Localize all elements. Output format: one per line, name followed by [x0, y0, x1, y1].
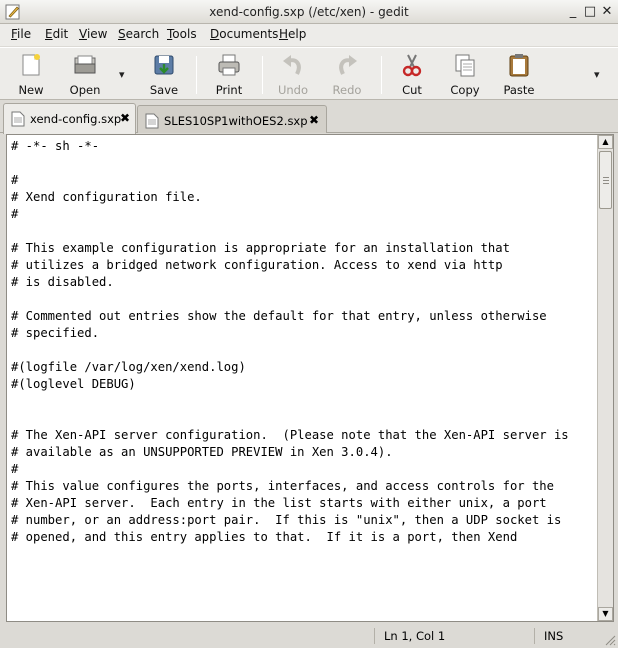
- document-tabs: [0, 101, 618, 133]
- window-title: xend-config.sxp (/etc/xen) - gedit: [209, 5, 409, 19]
- code-line: # specified.: [11, 326, 100, 340]
- tab-close-icon[interactable]: ✖: [309, 113, 320, 127]
- menu-file[interactable]: File: [11, 27, 32, 41]
- toolbar-overflow-icon[interactable]: ▾: [594, 68, 600, 81]
- code-line: #(logfile /var/log/xen/xend.log): [11, 360, 246, 374]
- save-button[interactable]: [145, 52, 183, 98]
- code-line: #: [11, 207, 19, 221]
- new-label: New: [18, 83, 44, 97]
- menu-view[interactable]: View: [79, 27, 108, 41]
- text-editor[interactable]: [10, 138, 594, 620]
- print-label: Print: [215, 83, 243, 97]
- code-line: [11, 155, 594, 172]
- code-line: # The Xen-API server configuration. (Please note that the Xen-API server is: [11, 428, 569, 442]
- new-document-icon: [18, 52, 44, 78]
- save-label: Save: [149, 83, 179, 97]
- status-divider: [534, 628, 535, 644]
- code-line: # -*- sh -*-: [11, 139, 100, 153]
- code-line: # is disabled.: [11, 275, 114, 289]
- undo-label: Undo: [277, 83, 309, 97]
- open-folder-icon: [72, 52, 98, 78]
- code-line: # available as an UNSUPPORTED PREVIEW in Xen 3.0.4).: [11, 445, 393, 459]
- open-label: Open: [69, 83, 101, 97]
- status-bar: [0, 624, 618, 648]
- open-recent-dropdown-icon[interactable]: ▾: [119, 68, 125, 81]
- resize-grip-icon[interactable]: [604, 634, 616, 646]
- toolbar-separator: [196, 56, 197, 94]
- scroll-up-arrow-icon[interactable]: ▲: [598, 135, 613, 149]
- code-line: # utilizes a bridged network configuration. Access to xend via http: [11, 258, 503, 272]
- copy-icon: [452, 52, 478, 78]
- insert-mode: INS: [544, 629, 564, 643]
- tab-close-icon[interactable]: ✖: [120, 111, 131, 125]
- maximize-button[interactable]: □: [583, 4, 597, 19]
- redo-button[interactable]: [328, 52, 366, 98]
- menu-bar: [0, 24, 618, 46]
- code-line: [11, 393, 594, 410]
- paste-button[interactable]: [499, 52, 539, 98]
- paste-label: Paste: [503, 83, 535, 97]
- code-line: # Xend configuration file.: [11, 190, 202, 204]
- scrollbar-thumb[interactable]: [599, 151, 612, 209]
- menu-search[interactable]: Search: [118, 27, 160, 41]
- code-line: # Commented out entries show the default for that entry, unless otherwise: [11, 309, 547, 323]
- menu-help[interactable]: Help: [279, 27, 307, 41]
- vertical-scrollbar[interactable]: [597, 135, 613, 621]
- code-line: # This value configures the ports, interfaces, and access controls for the: [11, 479, 554, 493]
- code-line: [11, 342, 594, 359]
- minimize-button[interactable]: _: [569, 4, 577, 19]
- code-line: # Xen-API server. Each entry in the list starts with either unix, a port: [11, 496, 547, 510]
- menu-edit[interactable]: Edit: [45, 27, 69, 41]
- text-document-icon: [11, 111, 25, 127]
- undo-arrow-icon: [280, 52, 306, 78]
- toolbar-separator: [381, 56, 382, 94]
- clipboard-paste-icon: [506, 52, 532, 78]
- tab-xend-config[interactable]: [3, 103, 136, 134]
- text-document-icon: [145, 113, 159, 129]
- tab-sles10sp1withoes2[interactable]: [137, 105, 327, 133]
- code-line: #: [11, 173, 19, 187]
- cursor-position: Ln 1, Col 1: [384, 629, 446, 643]
- editor-frame: [6, 134, 614, 622]
- redo-label: Redo: [332, 83, 362, 97]
- code-line: [11, 410, 594, 427]
- redo-arrow-icon: [334, 52, 360, 78]
- undo-button[interactable]: [274, 52, 312, 98]
- scroll-down-arrow-icon[interactable]: ▼: [598, 607, 613, 621]
- menu-documents[interactable]: Documents: [210, 27, 279, 41]
- copy-button[interactable]: [446, 52, 484, 98]
- new-button[interactable]: [12, 52, 50, 98]
- code-line: [11, 223, 594, 240]
- code-line: # This example configuration is appropriate for an installation that: [11, 241, 510, 255]
- copy-label: Copy: [450, 83, 480, 97]
- open-button[interactable]: [66, 52, 104, 98]
- close-window-button[interactable]: ✕: [601, 4, 613, 19]
- cut-button[interactable]: [393, 52, 431, 98]
- status-divider: [374, 628, 375, 644]
- code-line: #: [11, 462, 19, 476]
- title-bar: [0, 0, 618, 24]
- toolbar-separator: [262, 56, 263, 94]
- print-button[interactable]: [210, 52, 248, 98]
- cut-label: Cut: [402, 83, 422, 97]
- code-line: # number, or an address:port pair. If this is "unix", then a UDP socket is: [11, 513, 562, 527]
- tab-label: SLES10SP1withOES2.sxp: [164, 114, 308, 128]
- printer-icon: [216, 52, 242, 78]
- code-line: [11, 291, 594, 308]
- code-line: # opened, and this entry applies to that. If it is a port, then Xend: [11, 530, 518, 544]
- toolbar: [0, 47, 618, 100]
- scissors-icon: [399, 52, 425, 78]
- tab-label: xend-config.sxp: [30, 112, 122, 126]
- save-icon: [151, 52, 177, 78]
- menu-tools[interactable]: Tools: [167, 27, 197, 41]
- code-line: #(loglevel DEBUG): [11, 377, 136, 391]
